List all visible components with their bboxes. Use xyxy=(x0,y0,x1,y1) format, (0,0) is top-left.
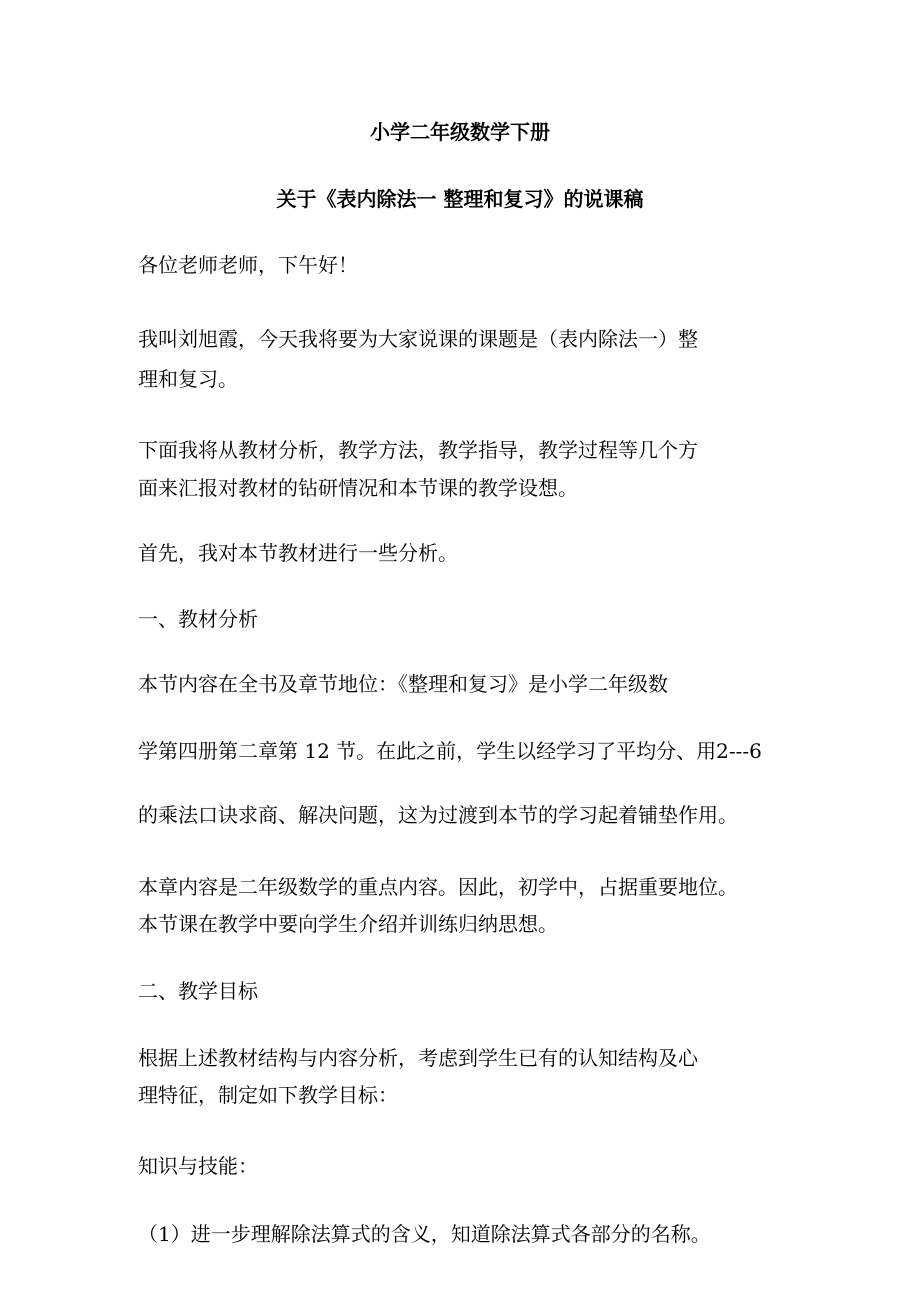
paragraph-line: 理特征，制定如下教学目标： xyxy=(138,1083,398,1107)
paragraph-line: 根据上述教材结构与内容分析，考虑到学生已有的认知结构及心 xyxy=(138,1046,698,1070)
paragraph-line: 我叫刘旭霞，今天我将要为大家说课的课题是（表内除法一）整 xyxy=(138,327,698,351)
paragraph-line: 的乘法口诀求商、解决问题，这为过渡到本节的学习起着铺垫作用。 xyxy=(138,803,738,827)
subsection-heading: 知识与技能： xyxy=(138,1154,258,1178)
greeting-line: 各位老师老师，下午好！ xyxy=(138,253,358,277)
paragraph-line: 面来汇报对教材的钻研情况和本节课的教学设想。 xyxy=(138,476,578,500)
paragraph-line: 学第四册第二章第 12 节。在此之前，学生以经学习了平均分、用2---6 xyxy=(138,739,762,763)
section-heading: 一、教材分析 xyxy=(138,607,258,631)
document-subtitle: 关于《表内除法一 整理和复习》的说课稿 xyxy=(276,187,644,211)
paragraph-line: 本节内容在全书及章节地位：《整理和复习》是小学二年级数 xyxy=(138,672,668,696)
section-heading: 二、教学目标 xyxy=(138,979,258,1003)
paragraph-line: 本节课在教学中要向学生介绍并训练归纳思想。 xyxy=(138,912,558,936)
paragraph-line: 首先，我对本节教材进行一些分析。 xyxy=(138,541,458,565)
paragraph-line: 下面我将从教材分析，教学方法，教学指导，教学过程等几个方 xyxy=(138,438,698,462)
paragraph-line: 本章内容是二年级数学的重点内容。因此，初学中，占据重要地位。 xyxy=(138,875,738,899)
paragraph-line: 理和复习。 xyxy=(138,367,238,391)
document-title: 小学二年级数学下册 xyxy=(370,120,550,144)
paragraph-line: （1）进一步理解除法算式的含义，知道除法算式各部分的名称。 xyxy=(138,1222,711,1246)
